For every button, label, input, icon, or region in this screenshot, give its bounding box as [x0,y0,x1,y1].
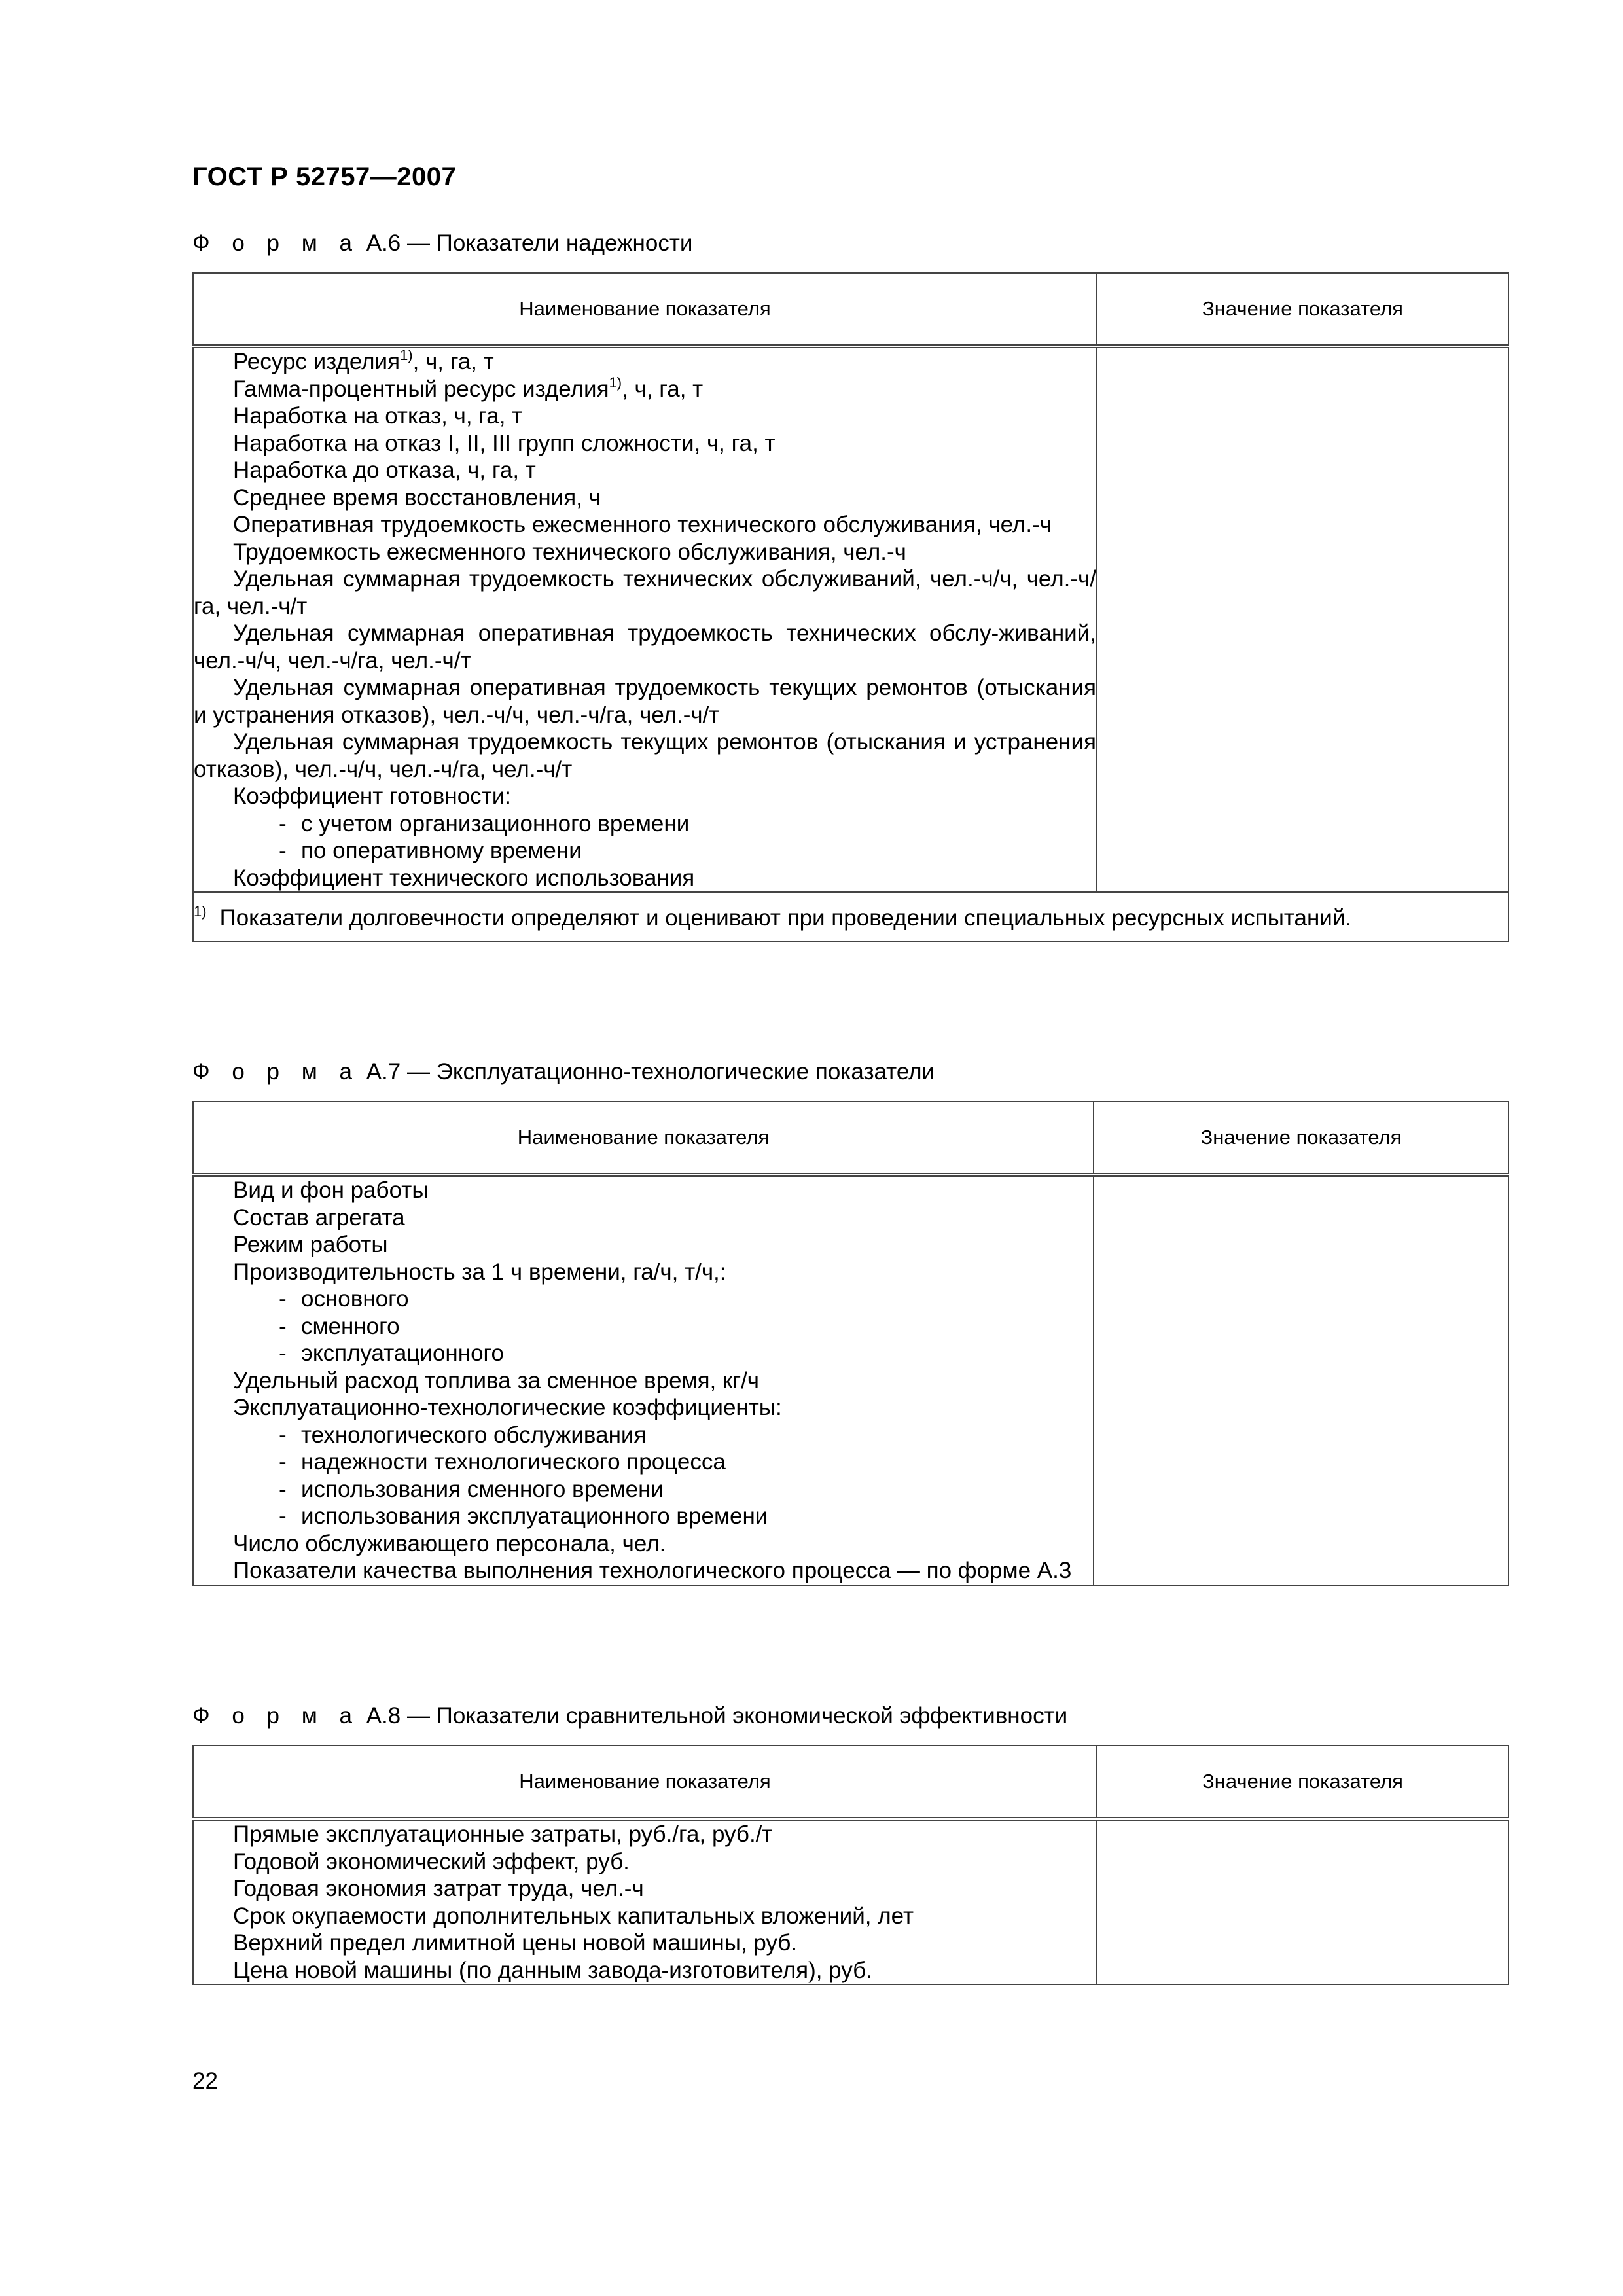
indicator-item [194,511,1096,539]
list-dash: - [279,1476,287,1502]
list-dash: - [279,1340,287,1366]
indicator-text: Ресурс изделия [233,349,401,374]
indicator-text: Гамма-процентный ресурс изделия [233,376,609,402]
indicator-item [194,1821,1096,1848]
indicator-text: технологического обслуживания [301,1422,647,1448]
indicator-item [194,376,1096,403]
form-a7-col-value-header: Значение показателя [1094,1102,1508,1175]
indicator-text: Прямые эксплуатационные затраты, руб./га, руб./т [233,1821,773,1847]
document-header: ГОСТ Р 52757—2007 [192,162,457,191]
indicator-text: использования эксплуатационного времени [301,1503,768,1529]
indicator-item [194,1177,1093,1204]
form-a6-caption-text: А.6 — Показатели надежности [359,230,693,256]
indicator-item [194,1476,1093,1503]
indicator-item [194,1340,1093,1367]
form-a8-col-value-header: Значение показателя [1097,1746,1508,1819]
indicator-text: Удельная суммарная трудоемкость текущих ремонтов (отыскания и устранения отказов), чел.-ч/ч, чел.-ч/га, чел.-ч/т [194,729,1096,782]
form-a8-caption-prefix: Ф о р м а [192,1703,360,1729]
form-a7-indicator-list [193,1175,1094,1585]
indicator-text: Удельный расход топлива за сменное время, кг/ч [233,1367,760,1393]
footnote-ref: 1) [609,374,622,391]
indicator-item [194,1313,1093,1340]
indicator-item [194,348,1096,376]
indicator-item [194,1448,1093,1476]
form-a8-caption [192,1703,1067,1729]
indicator-text: Удельная суммарная оперативная трудоемкость текущих ремонтов (отыскания и устранения отказов), чел.-ч/ч, чел.-ч/га, чел.-ч/т [194,675,1096,728]
indicator-text: Наработка до отказа, ч, га, т [233,457,536,483]
indicator-item [194,484,1096,512]
footnote-mark: 1) [194,903,207,920]
form-a7-caption [192,1059,935,1085]
indicator-item [194,1259,1093,1286]
list-dash: - [279,810,287,836]
indicator-text: Состав агрегата [233,1204,405,1230]
indicator-text: Производительность за 1 ч времени, га/ч, т/ч,: [233,1259,726,1285]
indicator-item [194,1204,1093,1232]
indicator-item [194,674,1096,728]
indicator-text: использования сменного времени [301,1476,664,1502]
list-dash: - [279,1422,287,1448]
indicator-item [194,1557,1093,1585]
indicator-item [194,1231,1093,1259]
indicator-text: Верхний предел лимитной цены новой машины, руб. [233,1930,798,1956]
indicator-item [194,1394,1093,1422]
form-a7-caption-text: А.7 — Эксплуатационно-технологические показатели [359,1059,935,1085]
list-dash: - [279,838,287,863]
indicator-text: Оперативная трудоемкость ежесменного технического обслуживания, чел.-ч [233,512,1052,537]
footnote-text: Показатели долговечности определяют и оценивают при проведении специальных ресурсных испытаний. [219,905,1352,931]
indicator-text: Наработка на отказ I, II, III групп сложности, ч, га, т [233,430,776,456]
indicator-item [194,1875,1096,1903]
form-a6-col-name-header: Наименование показателя [193,273,1097,346]
indicator-item [194,620,1096,674]
indicator-item [194,539,1096,566]
indicator-text: Годовой экономический эффект, руб. [233,1848,630,1874]
indicator-item [194,1903,1096,1930]
indicator-text: Удельная суммарная трудоемкость технических обслуживаний, чел.-ч/ч, чел.-ч/га, чел.-ч/т [194,566,1096,619]
indicator-item [194,1367,1093,1395]
indicator-text: эксплуатационного [301,1340,504,1366]
form-a7-col-name-header: Наименование показателя [193,1102,1094,1175]
form-a7-caption-prefix: Ф о р м а [192,1059,360,1085]
list-dash: - [279,1286,287,1312]
indicator-text: Трудоемкость ежесменного технического обслуживания, чел.-ч [233,539,906,565]
footnote-ref: 1) [400,347,413,363]
list-dash: - [279,1503,287,1529]
indicator-item [194,1929,1096,1957]
indicator-text: Вид и фон работы [233,1177,429,1203]
indicator-text: сменного [301,1313,400,1339]
indicator-item [194,810,1096,838]
indicator-text: Цена новой машины (по данным завода-изготовителя), руб. [233,1957,872,1983]
page-number: 22 [192,2068,218,2094]
indicator-item [194,728,1096,783]
indicator-text: Коэффициент технического использования [233,865,695,891]
indicator-text: с учетом организационного времени [301,810,690,836]
indicator-item [194,565,1096,620]
indicator-item [194,1957,1096,1984]
form-a8-caption-text: А.8 — Показатели сравнительной экономической эффективности [359,1703,1068,1729]
indicator-item [194,865,1096,892]
form-a8-col-name-header: Наименование показателя [193,1746,1097,1819]
form-a6-caption-prefix: Ф о р м а [192,230,360,256]
form-a7-value-cell [1094,1175,1508,1585]
indicator-item [194,1848,1096,1876]
list-dash: - [279,1449,287,1475]
indicator-text: по оперативному времени [301,838,582,863]
form-a6-footnote [193,892,1508,942]
indicator-text: Удельная суммарная оперативная трудоемкость технических обслу-живаний, чел.-ч/ч, чел.-ч/га, чел.-ч/т [194,620,1096,673]
form-a8-value-cell [1097,1819,1508,1984]
indicator-units: , ч, га, т [412,349,494,374]
indicator-item [194,1422,1093,1449]
form-a7-table [192,1101,1509,1586]
form-a6-caption [192,230,692,257]
indicator-text: Показатели качества выполнения технологического процесса — по форме А.3 [233,1558,1072,1583]
form-a6-indicator-list [193,346,1097,892]
form-a6-col-value-header: Значение показателя [1097,273,1508,346]
indicator-item [194,837,1096,865]
form-a8-table [192,1745,1509,1985]
indicator-text: Срок окупаемости дополнительных капитальных вложений, лет [233,1903,914,1929]
indicator-text: надежности технологического процесса [301,1449,726,1475]
indicator-text: основного [301,1286,409,1312]
indicator-item [194,430,1096,457]
indicator-item [194,1285,1093,1313]
form-a6-table [192,272,1509,942]
indicator-item [194,457,1096,484]
form-a8-indicator-list [193,1819,1097,1984]
indicator-text: Эксплуатационно-технологические коэффициенты: [233,1395,782,1420]
indicator-item [194,403,1096,430]
indicator-text: Годовая экономия затрат труда, чел.-ч [233,1876,644,1901]
indicator-text: Среднее время восстановления, ч [233,484,601,511]
indicator-text: Наработка на отказ, ч, га, т [233,403,523,429]
indicator-units: , ч, га, т [622,376,704,402]
indicator-item [194,1530,1093,1558]
indicator-item [194,1503,1093,1530]
indicator-item [194,783,1096,810]
indicator-text: Число обслуживающего персонала, чел. [233,1530,666,1556]
form-a6-value-cell [1097,346,1508,892]
indicator-text: Коэффициент готовности: [233,783,511,809]
indicator-text: Режим работы [233,1232,388,1257]
list-dash: - [279,1313,287,1339]
